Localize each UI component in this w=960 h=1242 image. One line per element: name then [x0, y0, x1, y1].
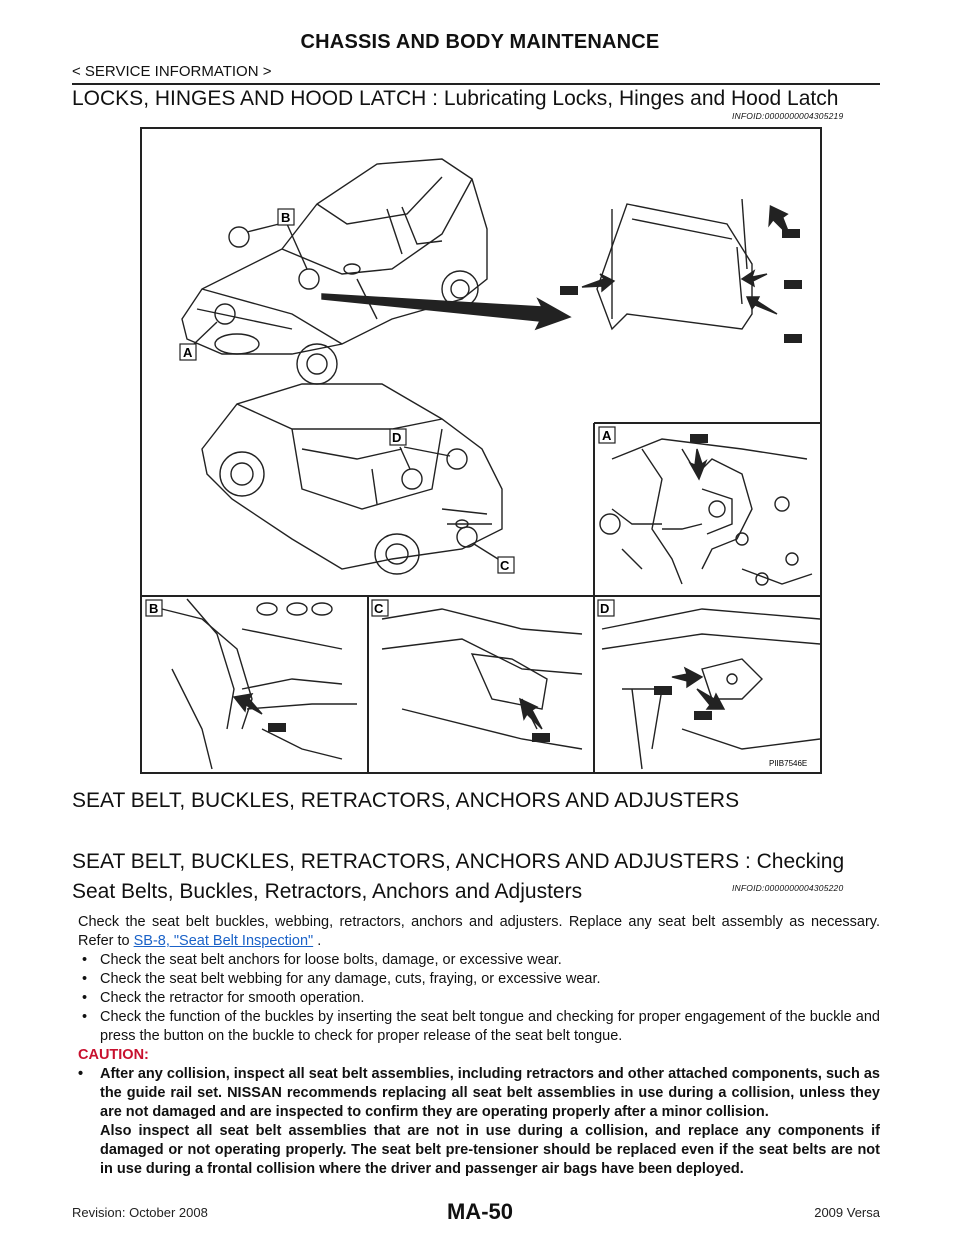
check-list — [78, 951, 880, 1046]
back-door-hinge-detail-drawing — [602, 609, 820, 769]
list-item: • Check the retractor for smooth operation. — [78, 989, 880, 1008]
page-header-subtitle: < SERVICE INFORMATION > — [72, 63, 272, 80]
seatbelt-instructions — [78, 913, 880, 1179]
footer-revision: Revision: October 2008 — [72, 1205, 208, 1220]
label-d-car: D — [392, 430, 402, 445]
section-locks-title — [72, 87, 838, 111]
footer-model: 2009 Versa — [814, 1205, 880, 1220]
front-car-drawing — [182, 159, 487, 384]
lube-point-hinge-2 — [299, 269, 319, 289]
caution-paragraph-1: After any collision, inspect all seat belt assemblies, including retractors and other attached components, such as the guide rail set. NISSAN recommends replacing all seat belt assemblies in use during a collision, unless they are not damaged and are inspected to confirm they are operating properly after a minor collision. — [100, 1066, 880, 1120]
lube-point-rear-hinge-1 — [402, 469, 422, 489]
list-item: • Check the seat belt anchors for loose bolts, damage, or excessive wear. — [78, 951, 880, 970]
section-seatbelt-infoid: INFOID:0000000004305220 — [732, 883, 844, 893]
page-number: MA-50 — [446, 1199, 513, 1224]
section-seatbelt-check-line2: Seat Belts, Buckles, Retractors, Anchors and Adjusters — [72, 880, 583, 903]
back-door-lock-detail-drawing — [382, 609, 582, 749]
door-detail-drawing — [597, 199, 752, 329]
sb-8-link[interactable]: SB-8, "Seat Belt Inspection" — [133, 933, 314, 949]
section-locks-heading: LOCKS, HINGES AND HOOD LATCH : Lubricating Locks, Hinges and Hood Latch — [72, 87, 839, 110]
caution-bullet: • — [78, 1066, 84, 1082]
label-a-panel: A — [602, 428, 612, 443]
list-item: • Check the seat belt webbing for any damage, cuts, fraying, or excessive wear. — [78, 970, 880, 989]
label-b-car: B — [281, 210, 291, 225]
lube-point-rear-hinge-2 — [447, 449, 467, 469]
section-locks-infoid: INFOID:0000000004305219 — [732, 111, 844, 121]
header-rule — [72, 83, 880, 85]
label-d-panel: D — [600, 601, 610, 616]
section-seatbelt-check-title — [72, 847, 892, 907]
label-a-car: A — [183, 345, 193, 360]
rear-car-drawing — [202, 384, 502, 574]
label-c-car: C — [500, 558, 510, 573]
page-header-title: CHASSIS AND BODY MAINTENANCE — [300, 31, 660, 53]
caution-paragraph-2: Also inspect all seat belt assemblies that are not in use during a collision, and replace any components if damaged or not operating properly. The seat belt pre-tensioner should be replaced even if the seat belts are not in use during a frontal collision where the driver and passenger air bags have been deployed. — [100, 1123, 880, 1177]
label-b-panel: B — [149, 601, 159, 616]
list-item: • Check the function of the buckles by inserting the seat belt tongue and checking for proper engagement of the buckle and press the button on the buckle to check for proper release of the seat belt tongue. — [78, 1008, 880, 1046]
lubrication-points-illustration — [140, 127, 822, 774]
label-c-panel: C — [374, 601, 384, 616]
caution-label: CAUTION: — [78, 1047, 149, 1063]
intro-paragraph: Check the seat belt buckles, webbing, retractors, anchors and adjusters. Replace any seat belt assembly as necessary. Refer to SB-8, "Seat Belt Inspection" . — [78, 914, 880, 949]
figure-code: PIIB7546E — [769, 759, 808, 768]
lube-point-hinge-1 — [229, 227, 249, 247]
caution-text — [78, 1065, 880, 1179]
section-seatbelt-check-line1: SEAT BELT, BUCKLES, RETRACTORS, ANCHORS AND ADJUSTERS : Checking — [72, 850, 845, 873]
hood-hinge-detail-drawing — [162, 599, 357, 769]
section-seatbelt-title: SEAT BELT, BUCKLES, RETRACTORS, ANCHORS AND ADJUSTERS — [72, 789, 740, 812]
